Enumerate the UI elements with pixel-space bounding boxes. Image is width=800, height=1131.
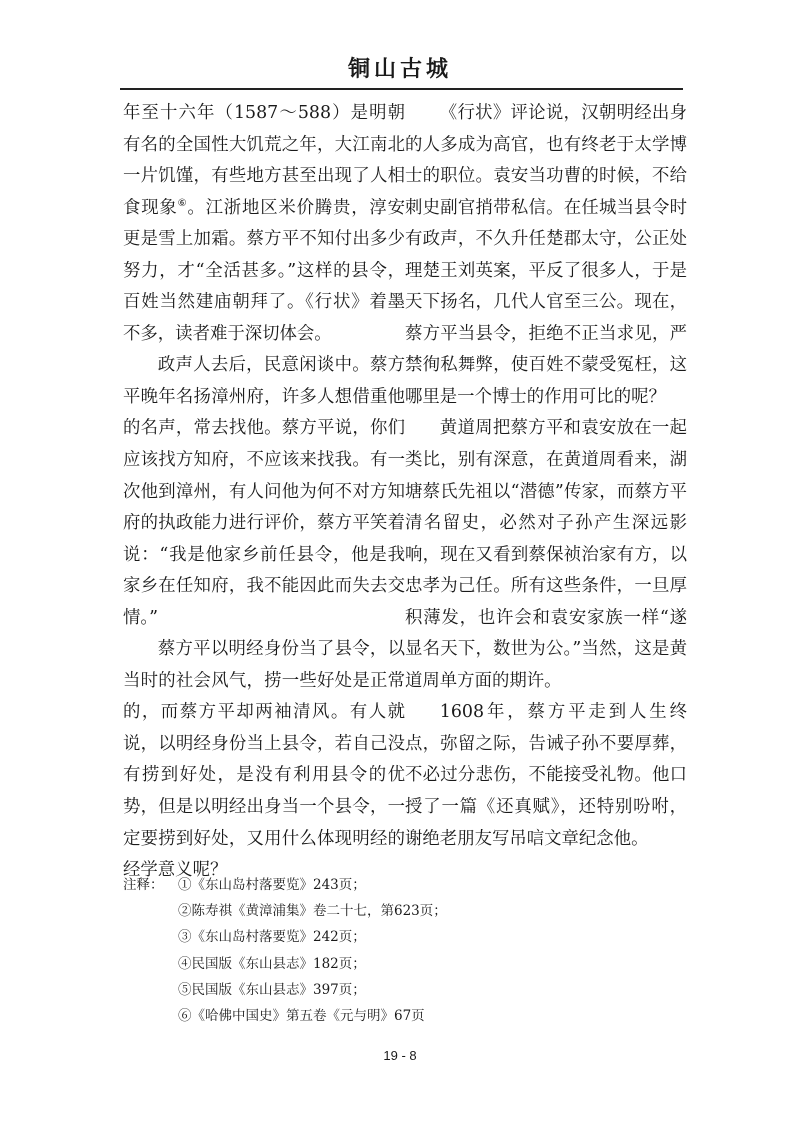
footnote-item	[123, 977, 683, 1003]
paragraph: 蔡方平以明经身份当了县令，以当时的社会风气，捞一些好处是正常的，而蔡方平却两袖清风。有人就说，以明经身份当上县令，若自己没有捞到好处，是没有利用县令的优势，但是以明经出身当一个县令，一定要捞到好处，又用什么体现明经的经学意义呢？	[123, 639, 405, 881]
paragraph: 《行状》评论说，汉朝明经出身的人多成为高官，也有终老于太学博士的职位。袁安当功曹的时候，不给刺史副官捎带私信。在任城当县令时有政声，不久升任楚郡太守，公正处理楚王刘英案，平反了很多人，于是天下扬名，几代人官至三公。现在，蔡方平当县令，拒绝不正当求见，严禁徇私舞弊，使百姓不蒙受冤枉，这哪里是一个博士的作用可比的呢？	[405, 103, 687, 407]
footnote-text: ⑤民国版《东山县志》397页；	[178, 981, 366, 998]
footnote-text: ①《东山岛村落要览》243页；	[178, 877, 366, 893]
page-number: 19 - 8	[383, 1048, 417, 1063]
page-header-title: 铜山古城	[347, 56, 452, 82]
paragraph: 黄道周把蔡方平和袁安放在一起类比，别有深意，在黄道周看来，湖塘蔡氏先祖以“潜德”传家，而蔡方平清名留史，必然对子孙产生深远影响，现在又看到蔡保祯治家有方，以忠孝为己任。所有这些条件，一旦厚积薄发，也许会和袁安家族一样“遂显名天下，数世为公。”当然，这是黄道周单方面的期许。	[405, 418, 687, 691]
paragraph-text: 年至十六年（1587～588）是明朝有名的全国性大饥荒之年，大江南北一片饥馑，有些地方甚至出现了人相食现象	[123, 103, 405, 218]
footnote-marker: ⑥	[177, 197, 188, 209]
footnote-text: ④民国版《东山县志》182页；	[178, 955, 366, 972]
left-column	[123, 98, 405, 887]
footnote-text: ⑥《哈佛中国史》第五卷《元与明》67页	[178, 1008, 425, 1025]
footnote-item	[123, 1003, 683, 1029]
footnotes	[123, 872, 683, 1029]
paragraph: 1608年，蔡方平走到人生终点，弥留之际，告诫子孙不要厚葬，不必过分悲伤，不能接受礼物。他口授了一篇《还真赋》，还特别吩咐，谢绝老朋友写吊唁文章纪念他。	[405, 702, 687, 849]
footnote-text: ③《东山岛村落要览》242页；	[178, 929, 366, 946]
footnote-item	[123, 951, 683, 977]
right-column	[405, 98, 687, 855]
paragraph-text-tail: 。江浙地区米价腾贵，淳安更是雪上加霜。蔡方平不知付出多少努力，才“全活甚多。”这样的县令，百姓当然建庙朝拜了。《行状》着墨不多，读者难于深切体会。	[123, 197, 405, 344]
header-divider	[120, 88, 683, 90]
footnotes-label: 注释：	[123, 877, 164, 893]
footnote-text: ②陈寿祺《黄漳浦集》卷二十七，第623页；	[178, 903, 447, 920]
paragraph	[123, 98, 405, 350]
footnote-item	[123, 924, 683, 950]
paragraph: 政声人去后，民意闲谈中。蔡方平晚年名扬漳州府，许多人想借重他的名声，常去找他。蔡方平说，你们应该找方知府，不应该来找我。有一次他到漳州，有人问他为何不对方知府的执政能力进行评价，蔡方平笑着说：“我是他家乡前任县令，他是我家乡在任知府，我不能因此而失去交情。”	[123, 355, 405, 628]
footnote-item	[123, 898, 683, 924]
footnote-item	[123, 872, 683, 898]
